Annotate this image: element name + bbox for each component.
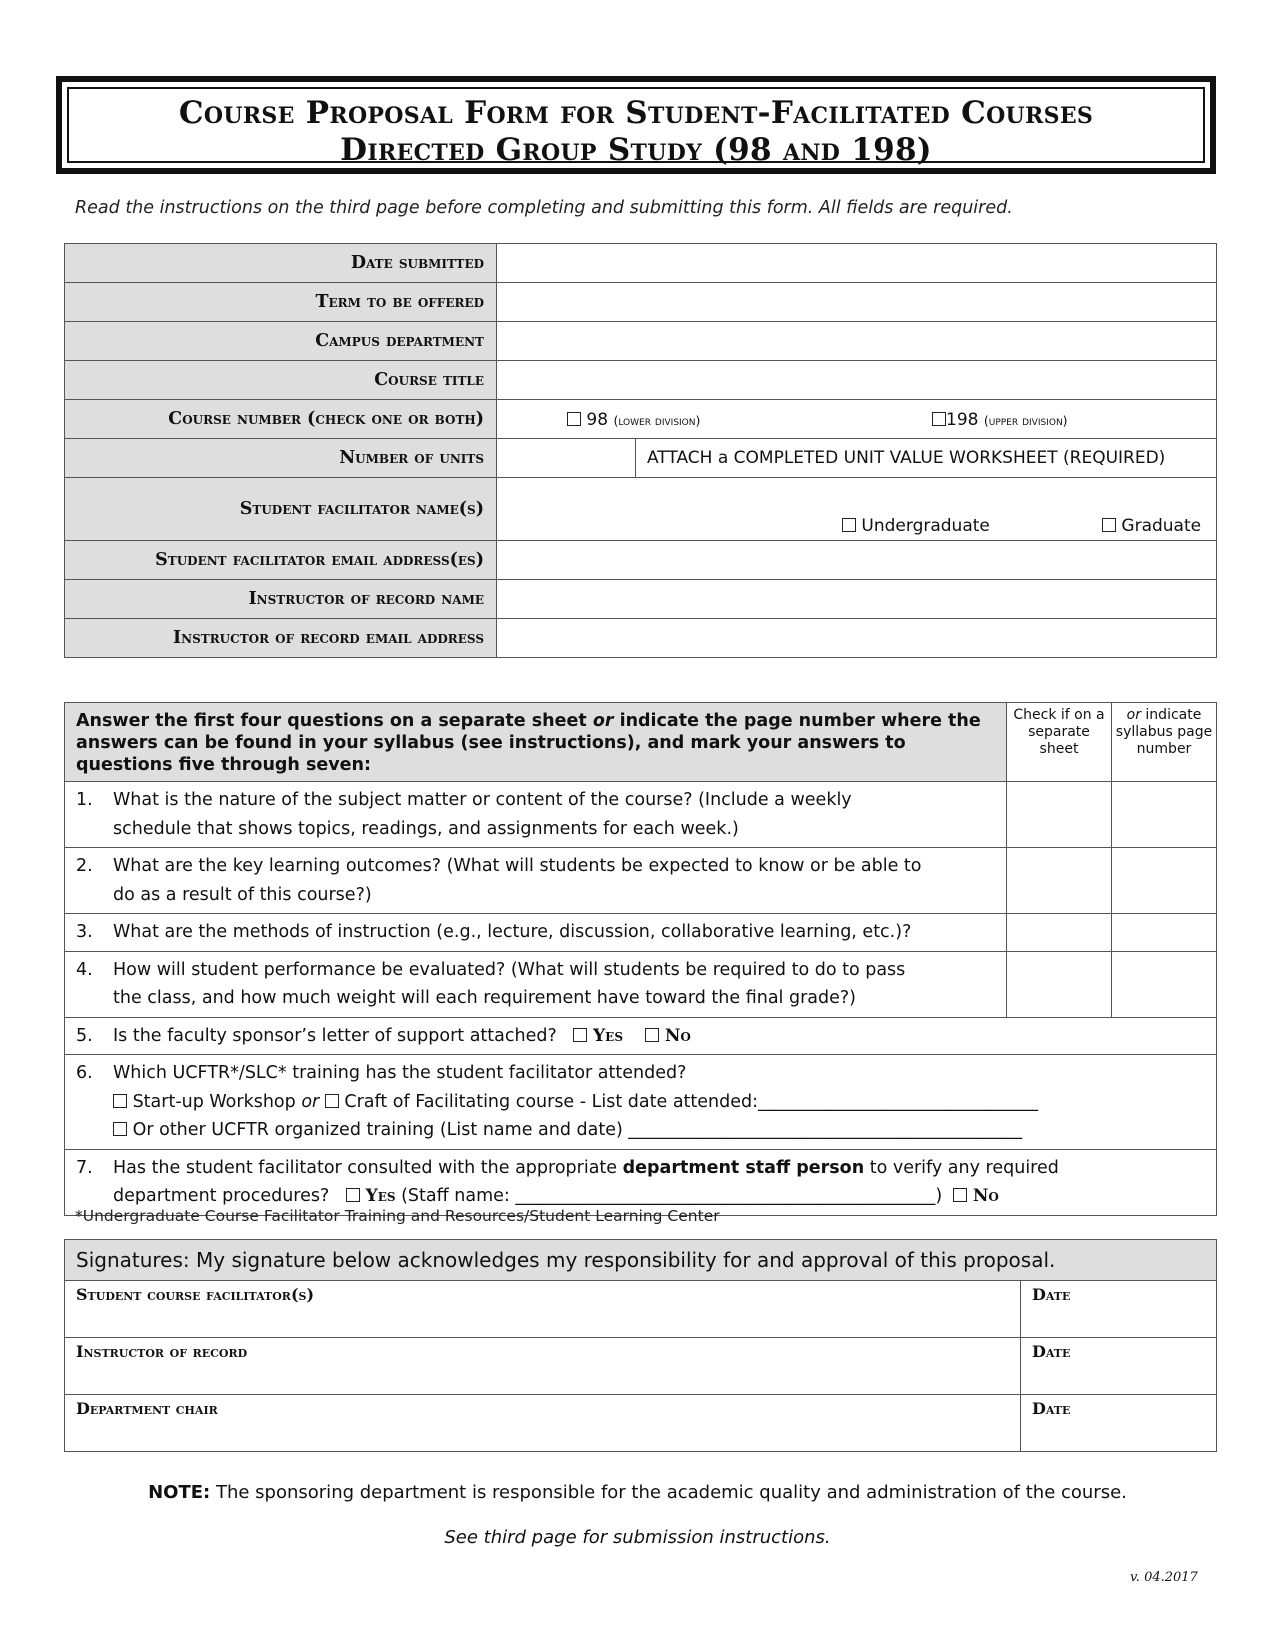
checkbox-198[interactable] (932, 412, 946, 426)
label-198: 198 (946, 410, 979, 430)
course-title-field[interactable] (497, 361, 1217, 400)
checkbox-graduate[interactable] (1102, 518, 1116, 532)
label-term: Term to be offered (65, 283, 497, 322)
q2-separate-sheet[interactable] (1007, 848, 1112, 914)
q6-startup-checkbox[interactable] (113, 1094, 127, 1108)
q7-no-checkbox[interactable] (953, 1188, 967, 1202)
title-box (56, 76, 1216, 174)
signatures-header: Signatures: My signature below acknowledges my responsibility for and approval of this proposal. (65, 1240, 1217, 1281)
label-graduate: Graduate (1121, 516, 1202, 536)
questions-header: Answer the first four questions on a separate sheet or indicate the page number where the answers can be found in your syllabus (see instructions), and mark your answers to questions five through seven: (65, 703, 1007, 782)
q5-yes-checkbox[interactable] (573, 1028, 587, 1042)
checkbox-98[interactable] (567, 412, 581, 426)
col-separate-sheet: Check if on a separate sheet (1007, 703, 1112, 782)
label-course-number: Course number (check one or both) (65, 400, 497, 439)
signature-chair[interactable]: Department chair (65, 1395, 1021, 1452)
note-198: (upper division) (983, 413, 1068, 428)
option-198 (932, 410, 1068, 430)
question-7: 7. Has the student facilitator consulted with the appropriate department staff person to verify any required department procedures? Yes (Staff name: ________________________________________________) No (65, 1149, 1217, 1215)
course-info-table (64, 243, 1217, 658)
label-course-title: Course title (65, 361, 497, 400)
question-5: 5. Is the faculty sponsor’s letter of support attached? Yes No (65, 1017, 1217, 1055)
questions-table (64, 702, 1217, 1216)
question-3: 3. What are the methods of instruction (e.g., lecture, discussion, collaborative learning, etc.)? (65, 914, 1007, 952)
note: NOTE: The sponsoring department is responsible for the academic quality and administration of the course. (148, 1482, 1127, 1503)
q1-page-number[interactable] (1112, 782, 1217, 848)
col-syllabus-page: or indicate syllabus page number (1112, 703, 1217, 782)
signature-student[interactable]: Student course facilitator(s) (65, 1281, 1021, 1338)
units-field[interactable] (497, 439, 636, 478)
q4-page-number[interactable] (1112, 951, 1217, 1017)
signature-instructor[interactable]: Instructor of record (65, 1338, 1021, 1395)
see-third-page: See third page for submission instructions. (444, 1527, 831, 1548)
q3-separate-sheet[interactable] (1007, 914, 1112, 952)
label-98: 98 (586, 410, 609, 430)
q4-separate-sheet[interactable] (1007, 951, 1112, 1017)
option-graduate (1102, 516, 1201, 536)
instructor-email-field[interactable] (497, 619, 1217, 658)
label-units: Number of units (65, 439, 497, 478)
date-chair[interactable]: Date (1021, 1395, 1217, 1452)
label-facilitator-names: Student facilitator name(s) (65, 478, 497, 541)
label-department: Campus department (65, 322, 497, 361)
facilitator-names-field[interactable] (497, 478, 1217, 541)
date-instructor[interactable]: Date (1021, 1338, 1217, 1395)
q1-separate-sheet[interactable] (1007, 782, 1112, 848)
q5-no-checkbox[interactable] (645, 1028, 659, 1042)
q6-craft-checkbox[interactable] (325, 1094, 339, 1108)
signatures-table (64, 1239, 1217, 1452)
instructor-name-field[interactable] (497, 580, 1217, 619)
title-inner (67, 87, 1205, 168)
question-4: 4. How will student performance be evaluated? (What will students be required to do to pass the class, and how much weight will each requirement have toward the final grade?) (65, 951, 1007, 1017)
term-field[interactable] (497, 283, 1217, 322)
question-2: 2. What are the key learning outcomes? (What will students be expected to know or be able to do as a result of this course?) (65, 848, 1007, 914)
facilitator-emails-field[interactable] (497, 541, 1217, 580)
label-facilitator-emails: Student facilitator email address(es) (65, 541, 497, 580)
version: v. 04.2017 (1130, 1570, 1198, 1585)
q3-page-number[interactable] (1112, 914, 1217, 952)
q7-yes-checkbox[interactable] (346, 1188, 360, 1202)
department-field[interactable] (497, 322, 1217, 361)
note-98: (lower division) (613, 413, 701, 428)
q6-other-checkbox[interactable] (113, 1122, 127, 1136)
question-6: 6. Which UCFTR*/SLC* training has the student facilitator attended? Start-up Workshop or Craft of Facilitating course - List date attended:________________________________ Or other UCFTR organized training (List name and date) _____________________________________________ (65, 1055, 1217, 1150)
label-instructor-email: Instructor of record email address (65, 619, 497, 658)
course-number-field (497, 400, 1217, 439)
option-undergraduate (842, 516, 990, 536)
form-title: Course Proposal Form for Student-Facilitated Courses (178, 95, 1094, 131)
q2-page-number[interactable] (1112, 848, 1217, 914)
footnote: *Undergraduate Course Facilitator Training and Resources/Student Learning Center (75, 1207, 720, 1225)
label-undergraduate: Undergraduate (861, 516, 990, 536)
option-98 (567, 410, 700, 430)
label-instructor-name: Instructor of record name (65, 580, 497, 619)
date-student[interactable]: Date (1021, 1281, 1217, 1338)
question-1: 1. What is the nature of the subject matter or content of the course? (Include a weekly schedule that shows topics, readings, and assignments for each week.) (65, 782, 1007, 848)
label-date-submitted: Date submitted (65, 244, 497, 283)
intro-text: Read the instructions on the third page before completing and submitting this form. All fields are required. (75, 198, 1013, 218)
date-submitted-field[interactable] (497, 244, 1217, 283)
units-note: ATTACH a COMPLETED UNIT VALUE WORKSHEET (REQUIRED) (636, 439, 1217, 478)
form-subtitle: Directed Group Study (98 and 198) (340, 132, 932, 168)
checkbox-undergraduate[interactable] (842, 518, 856, 532)
